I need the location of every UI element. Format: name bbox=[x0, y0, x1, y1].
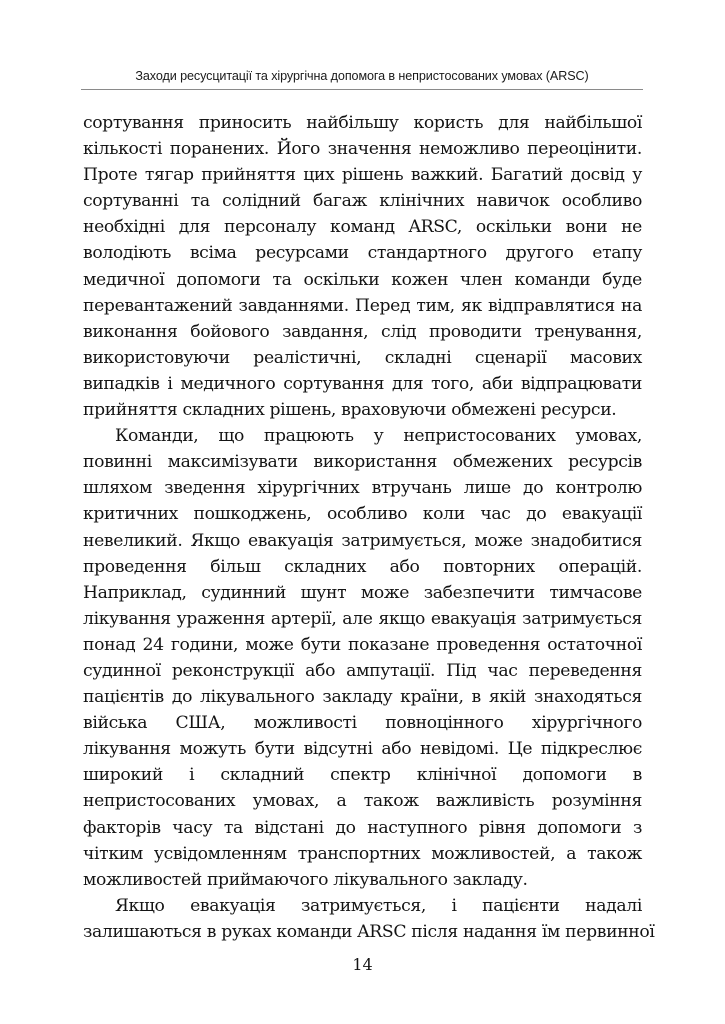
running-header: Заходи ресусцитації та хірургічна допомога в непристосованих умовах (ARSC) bbox=[135, 69, 589, 83]
paragraph-1 bbox=[83, 110, 642, 423]
body-text bbox=[83, 110, 655, 945]
text-line: пацієнтів до лікувального закладу країни, в якій знаходяться bbox=[83, 687, 642, 708]
page-number: 14 bbox=[352, 955, 373, 974]
text-line: сортуванні та солідний багаж клінічних навичок особливо bbox=[83, 191, 642, 212]
text-line: прийняття складних рішень, враховуючи обмежені ресурси. bbox=[83, 400, 617, 421]
paragraph-2 bbox=[83, 423, 642, 893]
text-line: Проте тягар прийняття цих рішень важкий. Багатий досвід у bbox=[83, 165, 642, 186]
text-line: війська США, можливості повноцінного хірургічного bbox=[83, 713, 642, 734]
text-line: понад 24 години, може бути показане проведення остаточної bbox=[83, 634, 642, 655]
text-line: випадків і медичного сортування для того, аби відпрацювати bbox=[83, 373, 642, 394]
text-line: широкий і складний спектр клінічної допомоги в bbox=[83, 765, 642, 786]
text-line: невеликий. Якщо евакуація затримується, може знадобитися bbox=[83, 530, 642, 551]
text-line: сортування приносить найбільшу користь для найбільшої bbox=[83, 113, 642, 133]
text-line: медичної допомоги та оскільки кожен член команди буде bbox=[83, 269, 642, 290]
text-line: непристосованих умовах, а також важливість розуміння bbox=[83, 791, 642, 812]
text-line: лікування ураження артерії, але якщо евакуація затримується bbox=[83, 608, 642, 629]
text-line: використовуючи реалістичні, складні сценарії масових bbox=[83, 347, 642, 368]
text-line: чітким усвідомленням транспортних можливостей, а також bbox=[83, 843, 642, 864]
text-line: факторів часу та відстані до наступного рівня допомоги з bbox=[83, 817, 642, 838]
text-line: Якщо евакуація затримується, і пацієнти надалі bbox=[115, 895, 642, 916]
text-line: можливостей приймаючого лікувального закладу. bbox=[83, 869, 528, 890]
text-line: судинної реконструкції або ампутації. Під час переведення bbox=[83, 660, 642, 681]
text-line: шляхом зведення хірургічних втручань лише до контролю bbox=[83, 478, 642, 499]
text-line: критичних пошкоджень, особливо коли час до евакуації bbox=[83, 504, 642, 525]
header-divider bbox=[81, 89, 643, 90]
text-line: необхідні для персоналу команд ARSC, оскільки вони не bbox=[83, 217, 642, 238]
text-line: проведення більш складних або повторних операцій. bbox=[83, 556, 642, 577]
text-line: Команди, що працюють у непристосованих умовах, bbox=[115, 426, 642, 447]
text-line: лікування можуть бути відсутні або невідомі. Це підкреслює bbox=[83, 739, 642, 760]
text-line: перевантажений завданнями. Перед тим, як відправлятися на bbox=[83, 295, 642, 316]
text-line: виконання бойового завдання, слід проводити тренування, bbox=[83, 321, 642, 342]
text-line: кількості поранених. Його значення неможливо переоцінити. bbox=[83, 139, 642, 160]
text-line: повинні максимізувати використання обмежених ресурсів bbox=[83, 452, 642, 473]
paragraph-3 bbox=[83, 893, 655, 945]
text-line: Наприклад, судинний шунт може забезпечити тимчасове bbox=[83, 582, 642, 603]
text-line: володіють всіма ресурсами стандартного другого етапу bbox=[83, 243, 642, 264]
text-line: залишаються в руках команди ARSC після надання їм первинної bbox=[83, 921, 655, 942]
